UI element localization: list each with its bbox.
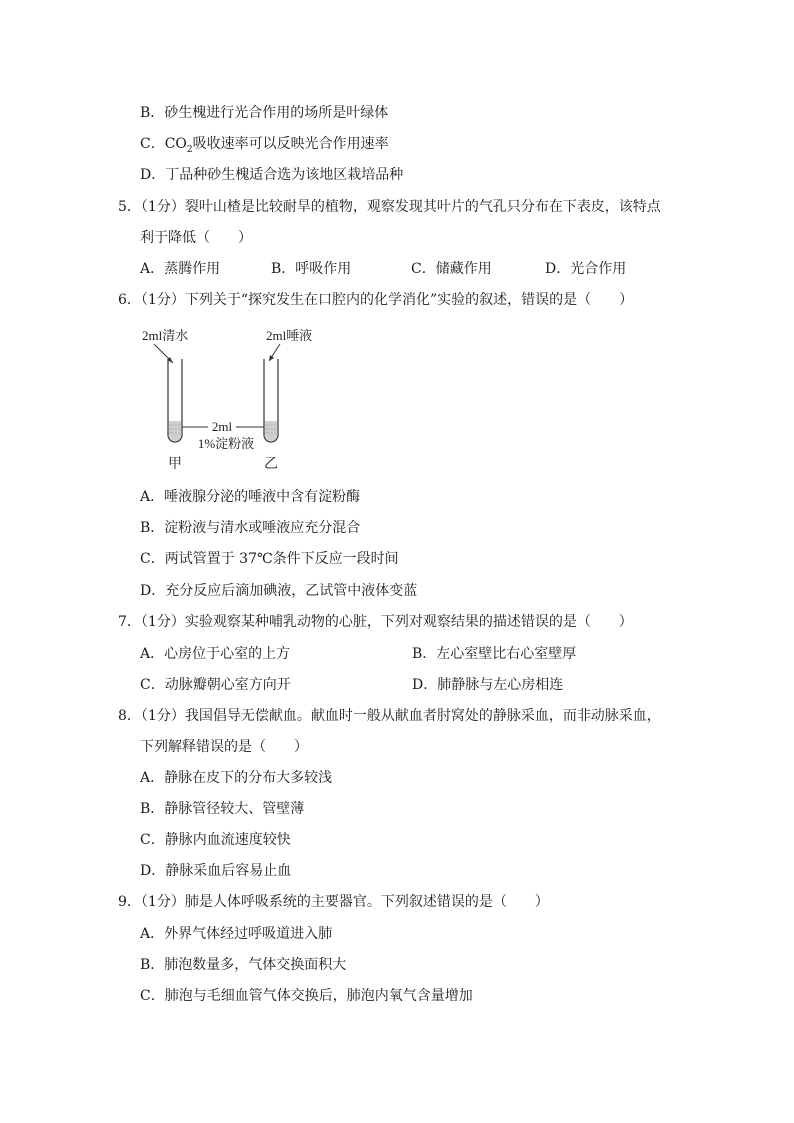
q8-stem-line2: 下列解释错误的是（ ） <box>140 739 308 755</box>
figure-tube-left-label: 甲 <box>168 456 182 472</box>
q9-option-c: C．肺泡与毛细血管气体交换后，肺泡内氧气含量增加 <box>140 988 473 1004</box>
q7-option-b: B．左心室壁比右心室壁厚 <box>412 646 577 662</box>
q6-option-b: B．淀粉液与清水或唾液应充分混合 <box>140 520 361 536</box>
q5-stem-line1: 5．（1分）裂叶山楂是比较耐旱的植物，观察发现其叶片的气孔只分布在下表皮，该特点 <box>118 199 661 215</box>
test-tube-figure <box>140 325 340 475</box>
q9-stem: 9．（1分）肺是人体呼吸系统的主要器官。下列叙述错误的是（ ） <box>118 894 549 910</box>
q8-option-c: C．静脉内血流速度较快 <box>140 832 291 848</box>
figure-label-left: 2ml清水 <box>142 328 189 343</box>
figure-center-top: 2ml <box>211 419 233 434</box>
q6-option-d: D．充分反应后滴加碘液，乙试管中液体变蓝 <box>140 583 418 599</box>
q4-option-b: B．砂生槐进行光合作用的场所是叶绿体 <box>140 105 389 121</box>
q6-stem: 6．（1分）下列关于“探究发生在口腔内的化学消化”实验的叙述，错误的是（ ） <box>118 292 634 308</box>
q4-option-d: D．丁品种砂生槐适合选为该地区栽培品种 <box>140 167 404 183</box>
q5-stem-line2: 利于降低（ ） <box>140 230 252 246</box>
figure-tube-right-label: 乙 <box>264 456 278 472</box>
q7-option-c: C．动脉瓣朝心室方向开 <box>140 677 291 693</box>
q5-option-c: C．储藏作用 <box>411 261 492 277</box>
q5-option-b: B．呼吸作用 <box>271 261 352 277</box>
q9-option-a: A．外界气体经过呼吸道进入肺 <box>140 926 333 942</box>
q8-option-b: B．静脉管径较大、管壁薄 <box>140 801 305 817</box>
q5-option-d: D．光合作用 <box>545 261 627 277</box>
q7-stem: 7．（1分）实验观察某种哺乳动物的心脏，下列对观察结果的描述错误的是（ ） <box>118 614 633 630</box>
q9-option-b: B．肺泡数量多，气体交换面积大 <box>140 957 347 973</box>
q6-option-c: C．两试管置于 37℃条件下反应一段时间 <box>140 551 399 567</box>
figure-center-bottom: 1%淀粉液 <box>197 436 255 451</box>
tube-left <box>168 359 182 442</box>
q4-option-c-prefix: C．CO <box>140 136 187 152</box>
q8-option-d: D．静脉采血后容易止血 <box>140 863 292 879</box>
q7-option-d: D．肺静脉与左心房相连 <box>412 677 564 693</box>
tube-right <box>264 359 278 442</box>
q8-stem-line1: 8．（1分）我国倡导无偿献血。献血时一般从献血者肘窝处的静脉采血，而非动脉采血， <box>118 708 661 724</box>
q6-option-a: A．唾液腺分泌的唾液中含有淀粉酶 <box>140 489 361 505</box>
q4-option-c <box>140 134 389 160</box>
q5-option-a: A．蒸腾作用 <box>140 261 221 277</box>
arrow-right-head <box>269 355 274 361</box>
q4-option-c-rest: 吸收速率可以反映光合作用速率 <box>192 136 389 152</box>
figure-label-right: 2ml唾液 <box>266 328 313 343</box>
q4-option-c-subscript: 2 <box>186 144 193 155</box>
q8-option-a: A．静脉在皮下的分布大多较浅 <box>140 770 333 786</box>
q7-option-a: A．心房位于心室的上方 <box>140 646 291 662</box>
